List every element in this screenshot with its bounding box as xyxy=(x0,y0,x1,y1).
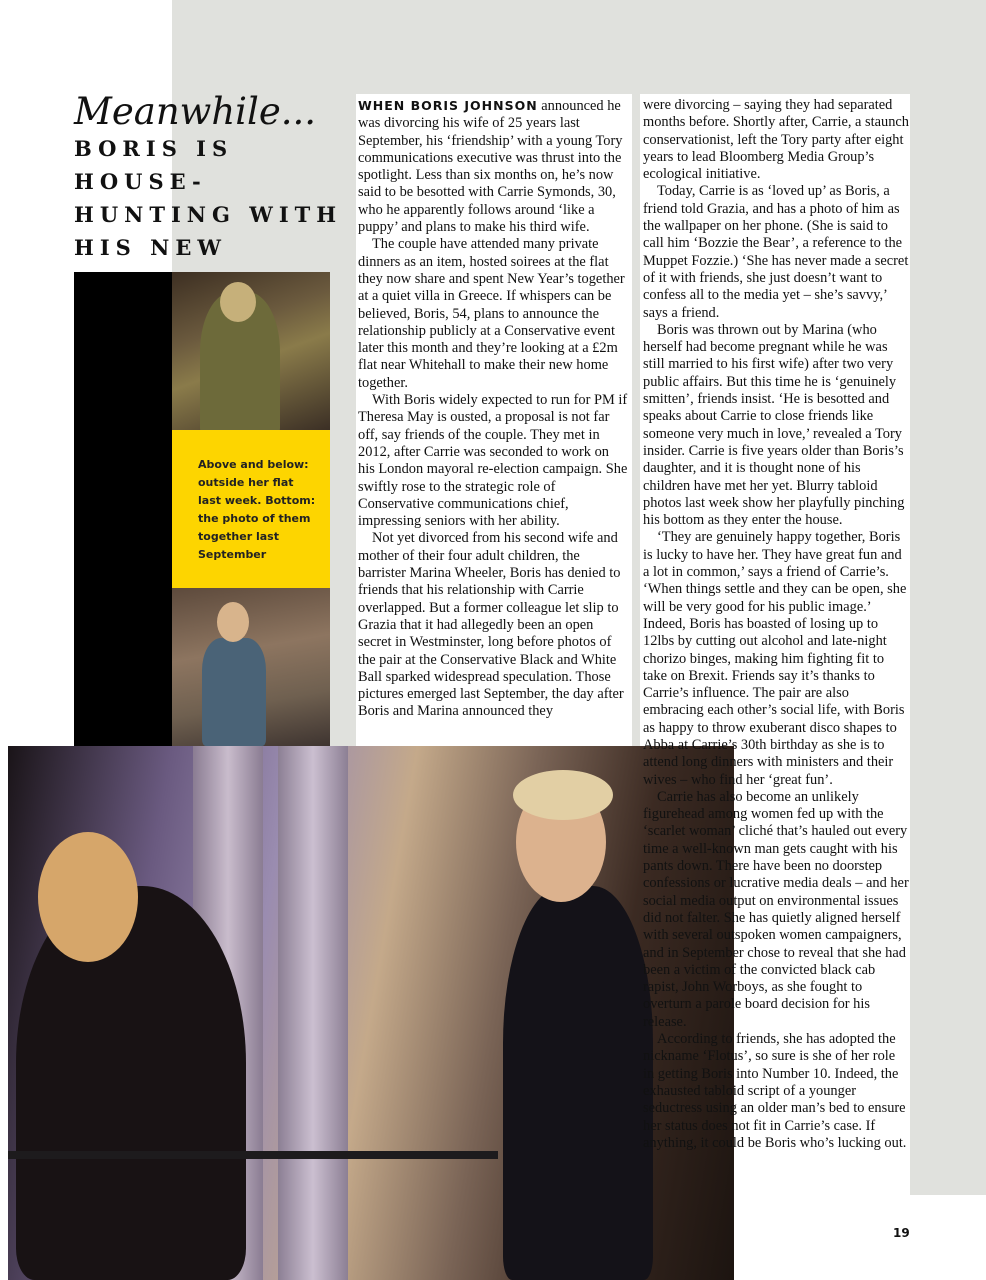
lead-in-caps: WHEN BORIS JOHNSON xyxy=(358,98,538,113)
paragraph: With Boris widely expected to run for PM if Theresa May is ousted, a proposal is not far off, say friends of the couple. They met in 2012, after Carrie was seconded to work on his London mayoral re-election campaign. She swiftly rose to the strategic role of Conservative communications chief, impressing seniors with her ability. xyxy=(358,392,628,530)
pillar-right xyxy=(278,746,348,1280)
paragraph-text: announced he was divorcing his wife of 25 years last September, his ‘friendship’ with a young Tory communications executive was thrust into the spotlight. Less than six months on, he’s now said to be besotted with Carrie Symonds, 30, who he apparently follows around ‘like a puppy’ and plans to make his third wife. xyxy=(358,98,623,236)
article-column-2 xyxy=(643,97,909,1152)
photo-outside-flat-bottom xyxy=(172,588,330,746)
paragraph: According to friends, she has adopted the nickname ‘Flotus’, so sure is she of her role in getting Boris into Number 10. Indeed, the exhausted tabloid script of a younger seductress using an older man’s bed to ensure her status does not fit in Carrie’s case. If anything, it could be Boris who’s lucking out. xyxy=(643,1031,907,1151)
paragraph: Not yet divorced from his second wife and mother of their four adult children, the barrister Marina Wheeler, Boris has denied to friends that his relationship with Carrie overlapped. But a former colleague let slip to Grazia that it had allegedly been an open secret in Westminster, long before photos of the pair at the Conservative Black and White Ball sparked widespread speculation. Those pictures emerged last September, the day after Boris and Marina announced they xyxy=(358,530,624,720)
railing xyxy=(8,1151,498,1159)
woman-figure xyxy=(16,886,246,1280)
woman-head xyxy=(38,832,138,962)
photo-outside-flat-top xyxy=(172,272,330,430)
photo-black-and-white-ball xyxy=(8,746,734,1280)
paragraph-lead xyxy=(358,97,628,236)
paragraph: Boris was thrown out by Marina (who herself had become pregnant while he was still married to his first wife) after two very public affairs. But this time he is ‘genuinely smitten’, friends insist. ‘He is besotted and speaks about Carrie to close friends like someone very much in love,’ revealed a Tory insider. Carrie is five years older than Boris’s daughter, and it is thought none of his children have met her yet. Blurry tabloid photos last week show her playfully pinching his bottom as they enter the house. xyxy=(643,321,905,529)
paragraph: Today, Carrie is as ‘loved up’ as Boris, a friend told Grazia, and has a photo of him as the wallpaper on her phone. (She is said to call him ‘Bozzie the Bear’, a reference to the Muppet Fozzie.) ‘She has never made a secret of it with friends, she just doesn’t want to confess all to the media yet – she’s savvy,’ says a friend. xyxy=(643,183,909,321)
figure-head xyxy=(217,602,249,642)
kicker: Meanwhile... xyxy=(74,90,317,133)
article-column-1 xyxy=(358,97,628,721)
black-bar xyxy=(74,272,172,746)
headline: BORIS IS HOUSE-HUNTING WITH HIS NEW xyxy=(74,136,343,260)
paragraph: The couple have attended many private dinners as an item, hosted soirees at the flat they now share and spent New Year’s together at a quiet villa in Greece. If whispers can be believed, Boris, 54, plans to announce the relationship publicly at a Conservative event later this month and they’re looking at a £2m flat near Whitehall to make their new home together. xyxy=(358,236,625,391)
paragraph: Carrie has also become an unlikely figurehead among women fed up with the ‘scarlet woman’ cliché that’s hauled out every time a well-known man gets caught with his pants down. There have been no doorstep confessions or lucrative media deals – and her social media output on environmental issues did not falter. She has quietly aligned herself with several outspoken women campaigners, and in September chose to reveal that she had been a victim of the convicted black cab rapist, John Worboys, as she fought to overturn a parole board decision for his release. xyxy=(643,788,909,1030)
figure-head xyxy=(220,282,256,322)
figure-shape xyxy=(202,638,266,746)
man-hair xyxy=(513,770,613,820)
man-figure xyxy=(503,886,653,1280)
paragraph: ‘They are genuinely happy together, Boris is lucky to have her. They have great fun and a lot in common,’ says a friend of Carrie’s. ‘When things settle and they can be open, she will be very good for his public image.’ Indeed, Boris has boasted of losing up to 12lbs by cutting out alcohol and late-night chorizo binges, making him fighting fit to take on Brexit. Friends say it’s thanks to Carrie’s influence. The pair are also embracing each other’s social life, with Boris as happy to throw exuberant disco shapes to Abba at Carrie’s 30th birthday as she is to attend long dinners with ministers and their wives – who find her ‘great fun’. xyxy=(643,529,907,788)
photo-caption: Above and below: outside her flat last week. Bottom: the photo of them together last September xyxy=(198,458,316,561)
page-number: 19 xyxy=(893,1226,910,1240)
paragraph: were divorcing – saying they had separated months before. Shortly after, Carrie, a staunch conservationist, left the Tory party after eight years to lead Bloomberg Media Group’s ecological initiative. xyxy=(643,97,909,183)
